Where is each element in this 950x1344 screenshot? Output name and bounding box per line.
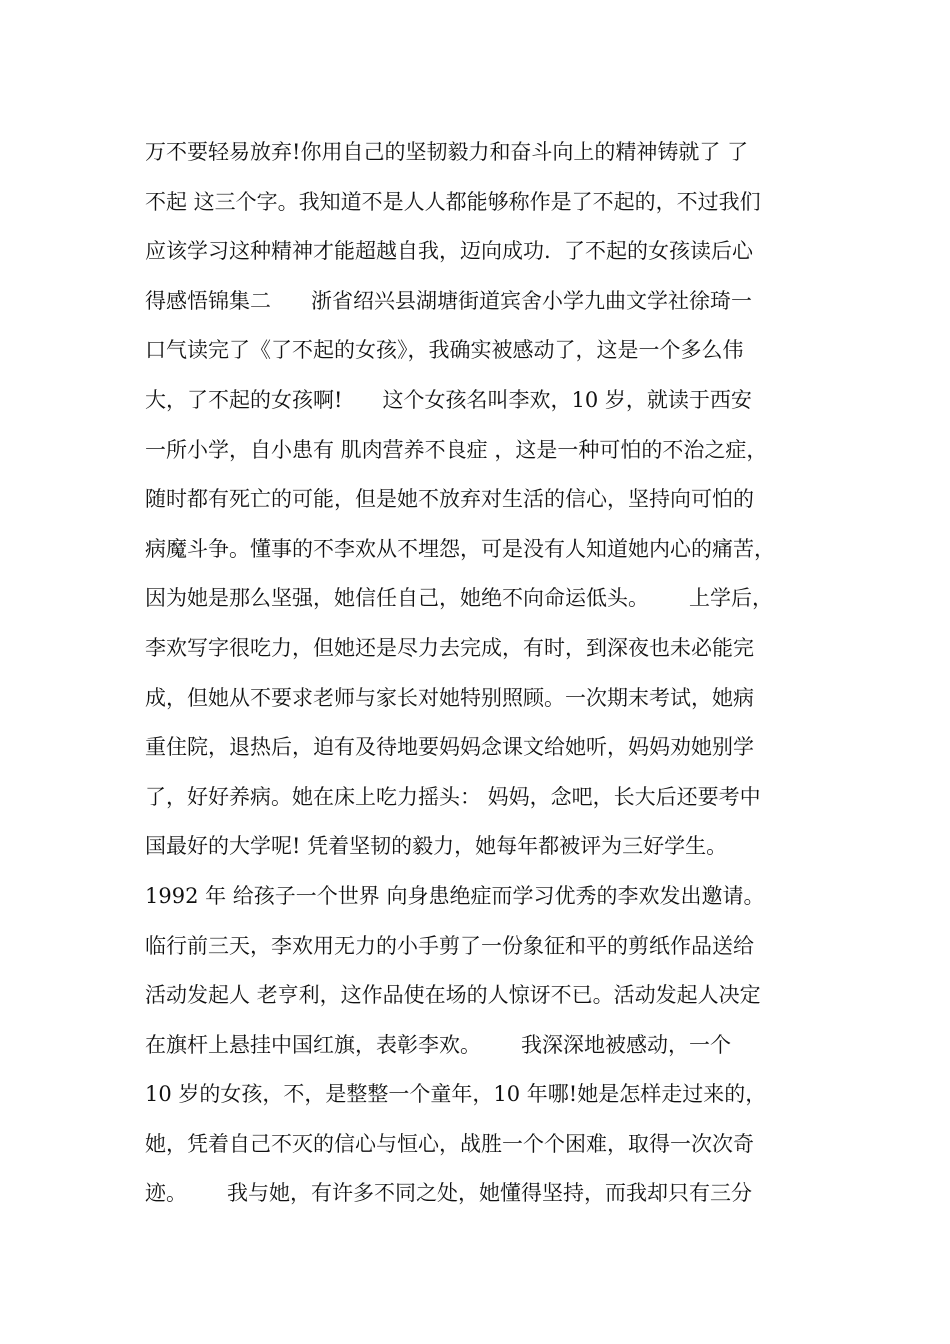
text-line: 迹。 我与她，有许多不同之处，她懂得坚持，而我却只有三分 [145, 1181, 753, 1206]
text-line: 活动发起人 老亨利，这作品使在场的人惊讶不已。活动发起人决定 [145, 983, 761, 1008]
text-line: 得感悟锦集二 浙省绍兴县湖塘街道宾舍小学九曲文学社徐琦一 [145, 288, 753, 313]
text-line: 临行前三天，李欢用无力的小手剪了一份象征和平的剪纸作品送给 [145, 933, 754, 958]
text-line: 不起 这三个字。我知道不是人人都能够称作是了不起的，不过我们 [145, 189, 761, 214]
body-text [145, 128, 835, 1219]
text-line: 李欢写字很吃力，但她还是尽力去完成，有时，到深夜也未必能完 [145, 635, 754, 660]
text-line: 成，但她从不要求老师与家长对她特别照顾。一次期末考试，她病 [145, 685, 754, 710]
text-line: 1992 年 给孩子一个世界 向身患绝症而学习优秀的李欢发出邀请。 [145, 883, 765, 908]
text-line: 因为她是那么坚强，她信任自己，她绝不向命运低头。 上学后， [145, 586, 774, 611]
text-line: 重住院，退热后，迫有及待地要妈妈念课文给她听，妈妈劝她别学 [145, 735, 754, 760]
text-line: 国最好的大学呢! 凭着坚韧的毅力，她每年都被评为三好学生。 [145, 834, 728, 859]
text-line: 了，好好养病。她在床上吃力摇头： 妈妈，念吧，长大后还要考中 [145, 784, 761, 809]
text-line: 在旗杆上悬挂中国红旗，表彰李欢。 我深深地被感动，一个 [145, 1032, 732, 1057]
text-line: 10 岁的女孩，不，是整整一个童年，10 年哪!她是怎样走过来的， [145, 1082, 767, 1107]
text-line: 应该学习这种精神才能超越自我，迈向成功. 了不起的女孩读后心 [145, 239, 754, 264]
text-line: 她，凭着自己不灭的信心与恒心，战胜一个个困难，取得一次次奇 [145, 1131, 754, 1156]
text-line: 一所小学，自小患有 肌肉营养不良症 ，这是一种可怕的不治之症， [145, 437, 768, 462]
text-line: 万不要轻易放弃!你用自己的坚韧毅力和奋斗向上的精神铸就了 了 [145, 140, 749, 164]
text-line: 口气读完了《了不起的女孩》，我确实被感动了，这是一个多么伟 [145, 338, 744, 363]
text-line: 随时都有死亡的可能，但是她不放弃对生活的信心，坚持向可怕的 [145, 487, 754, 512]
text-line: 病魔斗争。懂事的不李欢从不埋怨，可是没有人知道她内心的痛苦， [145, 536, 775, 561]
text-line: 大，了不起的女孩啊! 这个女孩名叫李欢，10 岁，就读于西安 [145, 387, 752, 412]
